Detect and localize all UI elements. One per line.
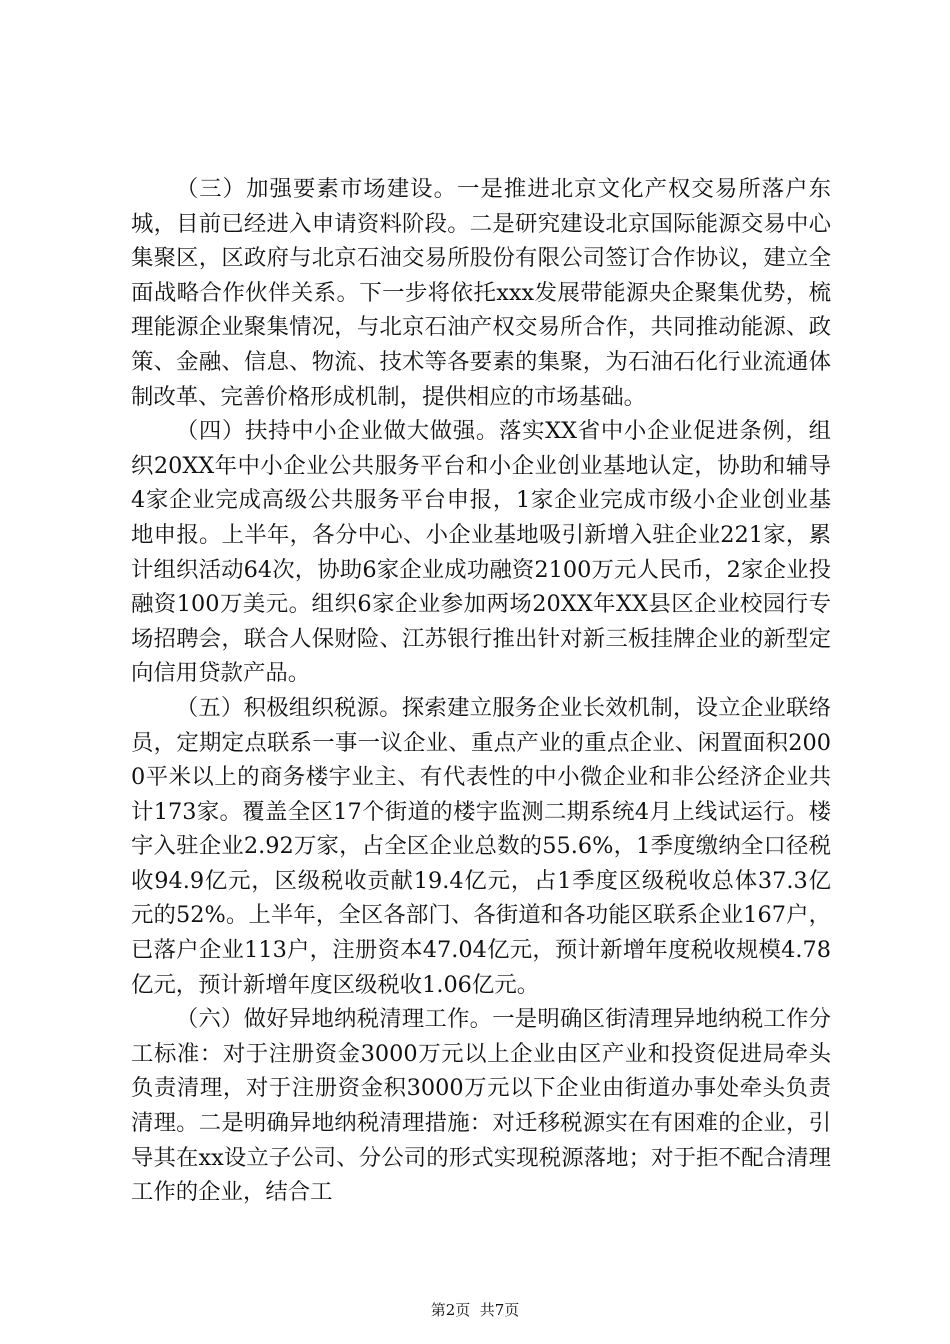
paragraph-section-6: （六）做好异地纳税清理工作。一是明确区街清理异地纳税工作分工标准：对于注册资金3000万元以上企业由区产业和投资促进局牵头负责清理，对于注册资金积3000万元以下企业由街道办事处牵头负责清理。二是明确异地纳税清理措施：对迁移税源实在有困难的企业，引导其在xx设立子公司、分公司的形式实现税源落地；对于拒不配合清理工作的企业，结合工 [131, 1006, 831, 1206]
document-body [131, 172, 831, 1210]
page-number: 第2页 共7页 [430, 1301, 520, 1319]
paragraph-section-4: （四）扶持中小企业做大做强。落实XX省中小企业促进条例，组织20XX年中小企业公共服务平台和小企业创业基地认定，协助和辅导4家企业完成高级公共服务平台申报，1家企业完成市级小企业创业基地申报。上半年，各分中心、小企业基地吸引新增入驻企业221家，累计组织活动64次，协助6家企业成功融资2100万元人民币，2家企业投融资100万美元。组织6家企业参加两场20XX年XX县区企业校园行专场招聘会，联合人保财险、江苏银行推出针对新三板挂牌企业的新型定向信用贷款产品。 [131, 418, 831, 687]
paragraph-section-3: （三）加强要素市场建设。一是推进北京文化产权交易所落户东城，目前已经进入申请资料阶段。二是研究建设北京国际能源交易中心集聚区，区政府与北京石油交易所股份有限公司签订合作协议，建立全面战略合作伙伴关系。下一步将依托xxx发展带能源央企聚集优势，梳理能源企业聚集情况，与北京石油产权交易所合作，共同推动能源、政策、金融、信息、物流、技术等各要素的集聚，为石油石化行业流通体制改革、完善价格形成机制，提供相应的市场基础。 [131, 176, 831, 410]
paragraph-section-5: （五）积极组织税源。探索建立服务企业长效机制，设立企业联络员，定期定点联系一事一议企业、重点产业的重点企业、闲置面积2000平米以上的商务楼宇业主、有代表性的中小微企业和非公经济企业共计173家。覆盖全区17个街道的楼宇监测二期系统4月上线试运行。楼宇入驻企业2.92万家，占全区企业总数的55.6%，1季度缴纳全口径税收94.9亿元，区级税收贡献19.4亿元，占1季度区级税收总体37.3亿元的52%。上半年，全区各部门、各街道和各功能区联系企业167户，已落户企业113户，注册资本47.04亿元，预计新增年度税收规模4.78亿元，预计新增年度区级税收1.06亿元。 [131, 694, 831, 998]
page-footer [0, 1300, 950, 1320]
